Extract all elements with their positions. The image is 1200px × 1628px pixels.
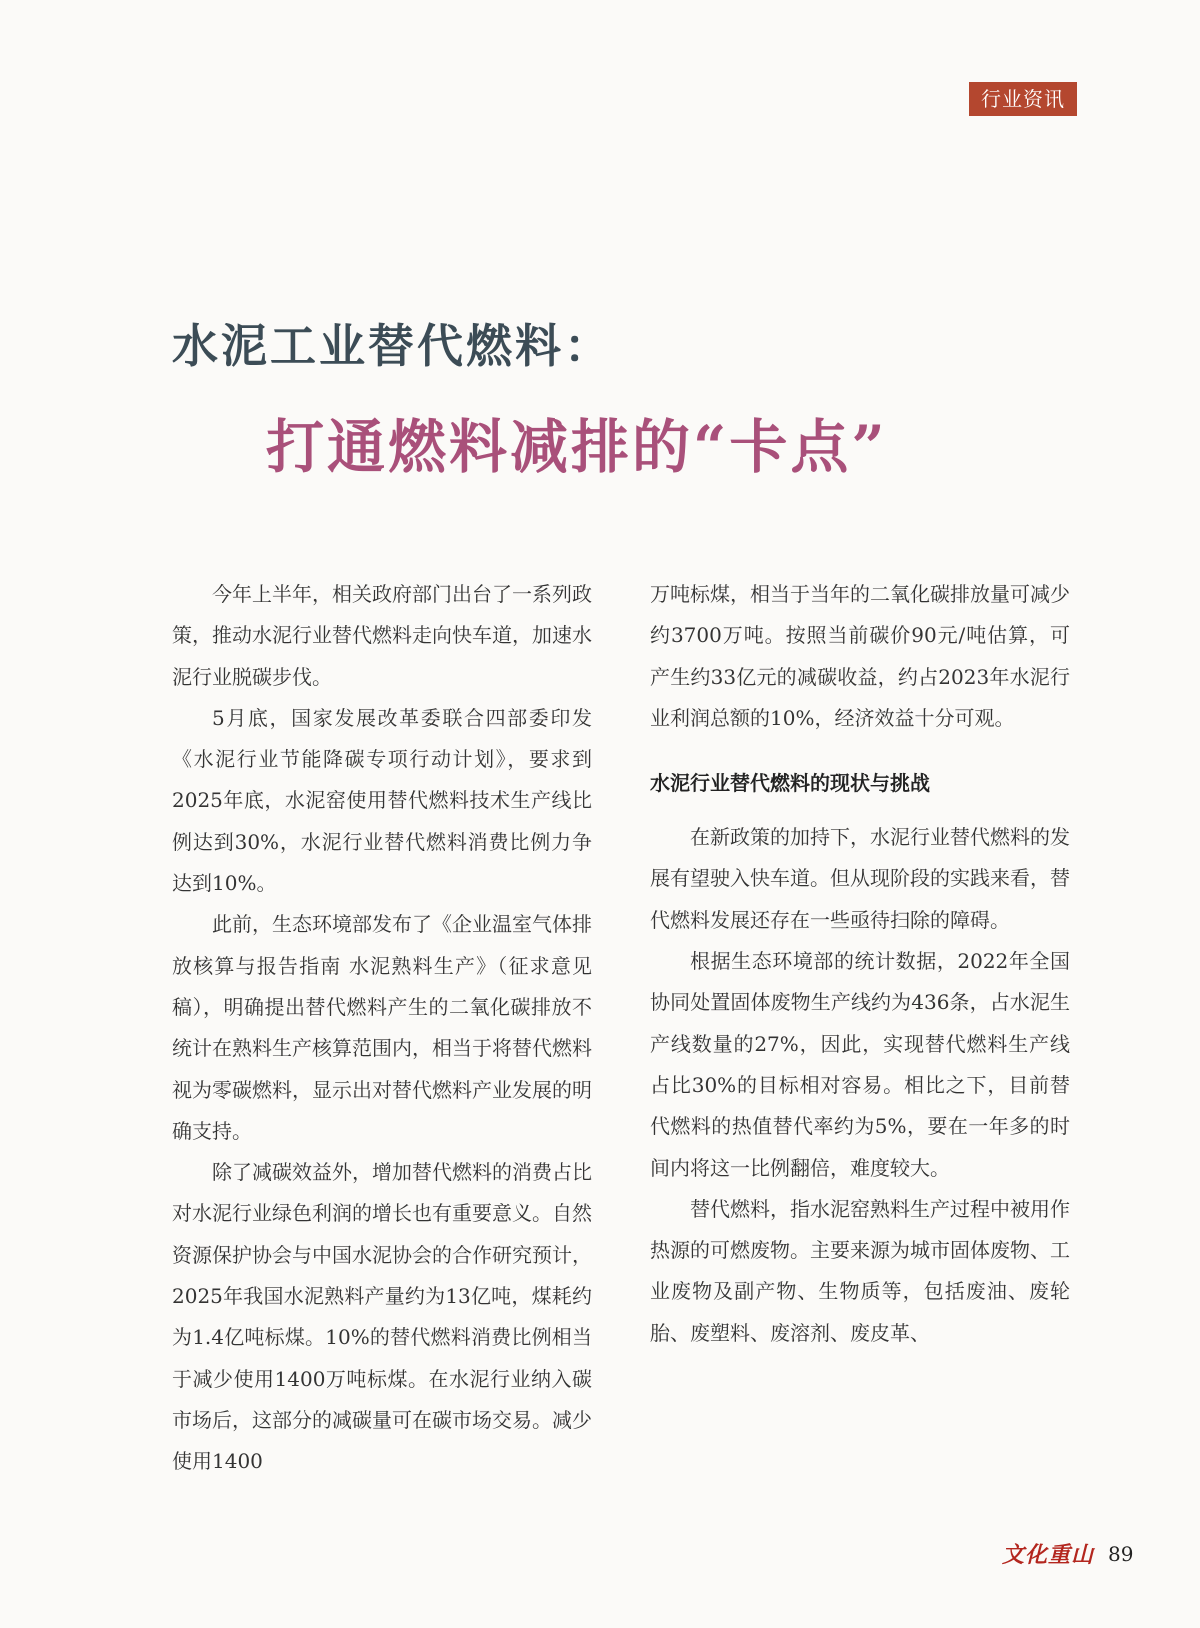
paragraph: 替代燃料，指水泥窑熟料生产过程中被用作热源的可燃废物。主要来源为城市固体废物、工业废物及副产物、生物质等，包括废油、废轮胎、废塑料、废溶剂、废皮革、 bbox=[650, 1196, 1070, 1345]
paragraph-continuation: 万吨标煤，相当于当年的二氧化碳排放量可减少约3700万吨。按照当前碳价90元/吨估算，可产生约33亿元的减碳收益，约占2023年水泥行业利润总额的10%，经济效益十分可观。 bbox=[650, 582, 1070, 730]
magazine-logo: 文化重山 bbox=[1002, 1542, 1095, 1568]
page-number: 89 bbox=[1108, 1541, 1134, 1566]
paragraph: 根据生态环境部的统计数据，2022年全国协同处置固体废物生产线约为436条，占水泥生产线数量的27%，因此，实现替代燃料生产线占比30%的目标相对容易。相比之下，目前替代燃料的热值替代率约为5%，要在一年多的时间内将这一比例翻倍，难度较大。 bbox=[650, 949, 1070, 1180]
left-column bbox=[172, 574, 592, 1483]
paragraph: 今年上半年，相关政府部门出台了一系列政策，推动水泥行业替代燃料走向快车道，加速水泥行业脱碳步伐。 bbox=[172, 582, 592, 689]
page-footer bbox=[1002, 1538, 1133, 1569]
article-title-line2: 打通燃料减排的“卡点” bbox=[266, 413, 888, 481]
section-subheading: 水泥行业替代燃料的现状与挑战 bbox=[650, 771, 930, 796]
paragraph: 此前，生态环境部发布了《企业温室气体排放核算与报告指南 水泥熟料生产》（征求意见稿），明确提出替代燃料产生的二氧化碳排放不统计在熟料生产核算范围内，相当于将替代燃料视为零碳燃料，显示出对替代燃料产业发展的明确支持。 bbox=[172, 912, 592, 1143]
paragraph: 在新政策的加持下，水泥行业替代燃料的发展有望驶入快车道。但从现阶段的实践来看，替代燃料发展还存在一些亟待扫除的障碍。 bbox=[650, 825, 1070, 932]
section-tag: 行业资讯 bbox=[969, 82, 1077, 116]
right-column bbox=[650, 574, 1070, 1354]
paragraph: 除了减碳效益外，增加替代燃料的消费占比对水泥行业绿色利润的增长也有重要意义。自然资源保护协会与中国水泥协会的合作研究预计，2025年我国水泥熟料产量约为13亿吨，煤耗约为1.4亿吨标煤。10%的替代燃料消费比例相当于减少使用1400万吨标煤。在水泥行业纳入碳市场后，这部分的减碳量可在碳市场交易。减少使用1400 bbox=[172, 1160, 592, 1474]
paragraph: 5月底，国家发展改革委联合四部委印发《水泥行业节能降碳专项行动计划》，要求到2025年底，水泥窑使用替代燃料技术生产线比例达到30%，水泥行业替代燃料消费比例力争达到10%。 bbox=[172, 705, 592, 896]
article-title-line1: 水泥工业替代燃料： bbox=[172, 319, 613, 373]
